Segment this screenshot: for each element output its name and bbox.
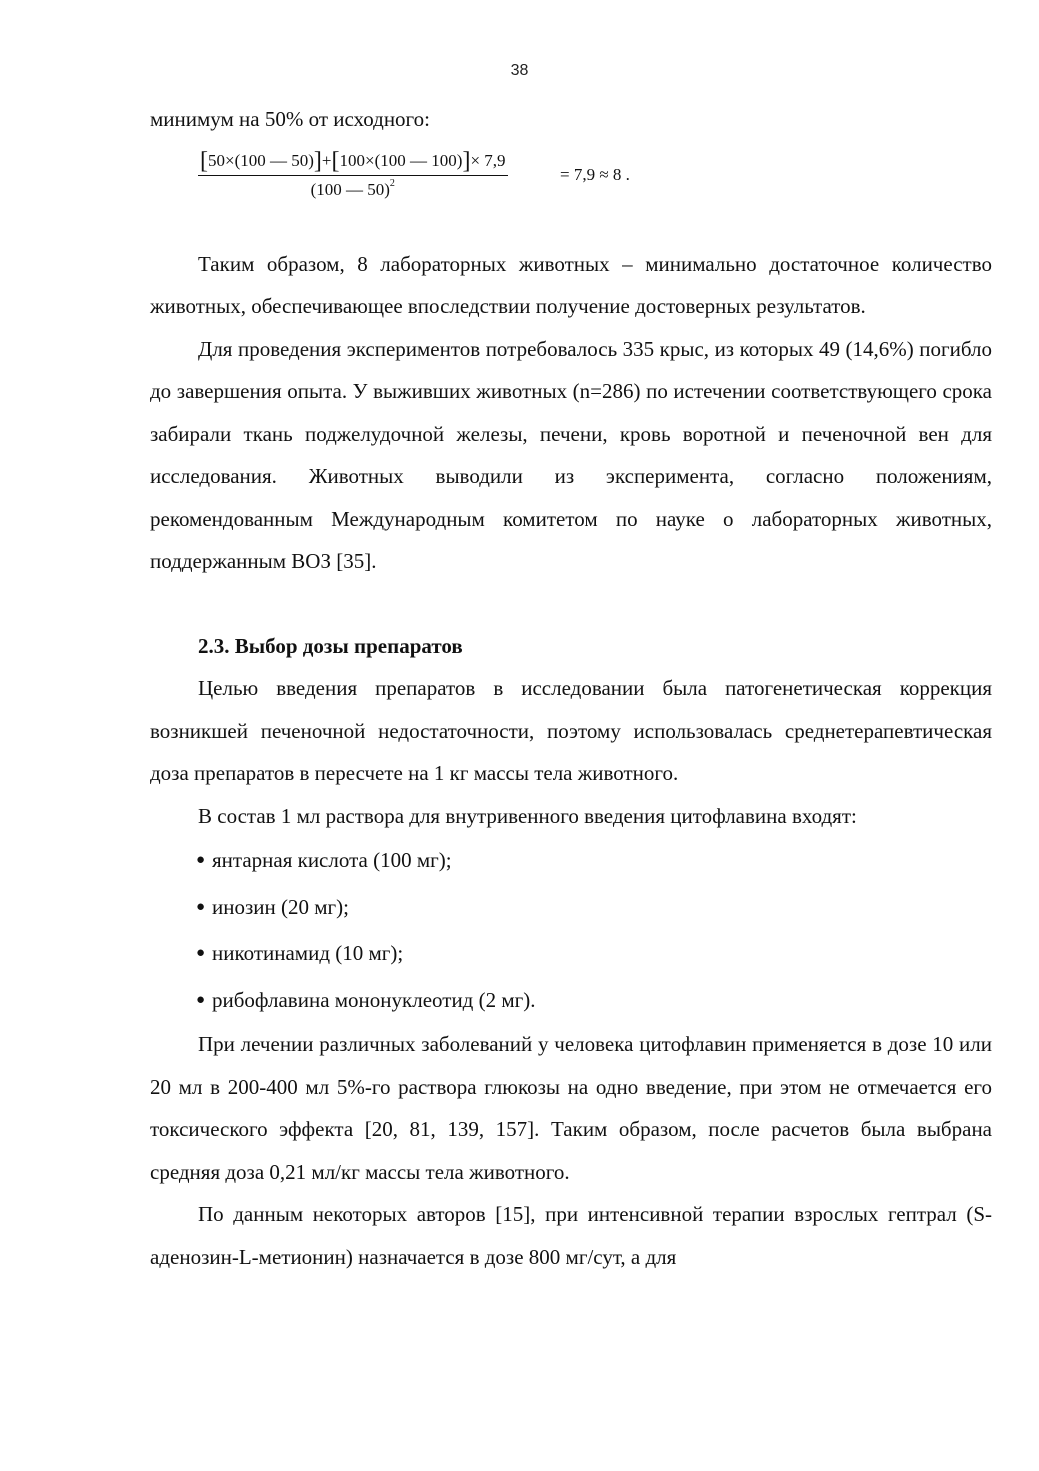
formula-result: = 7,9 ≈ 8 . (560, 164, 630, 184)
list-item (150, 837, 992, 884)
page-content (150, 98, 992, 1278)
formula-bracket: [ (200, 147, 208, 174)
formula-bracket: ] (313, 147, 322, 174)
intro-line: минимум на 50% от исходного: (150, 107, 430, 131)
formula-bracket: [ (331, 147, 340, 174)
list-item-text: янтарная кислота (100 мг); (212, 848, 452, 872)
section-heading: 2.3. Выбор дозы препаратов (198, 633, 463, 658)
formula-bracket: ] (462, 147, 471, 174)
paragraph-heptral: По данным некоторых авторов [15], при интенсивной терапии взрослых гептрал (S-аденозин-L-метионин) назначается в дозе 800 мг/сут, а для (150, 1202, 992, 1269)
formula-numerator (198, 149, 508, 176)
list-item (150, 884, 992, 931)
section-spacer (150, 583, 992, 625)
bullet-icon: ● (196, 898, 206, 915)
formula-fraction (198, 149, 508, 200)
page-number: 38 (510, 62, 529, 79)
formula-multiplier: × 7,9 (470, 150, 506, 170)
bullet-icon: ● (196, 991, 206, 1008)
paragraph-human-dose: При лечении различных заболеваний у человека цитофлавин применяется в дозе 10 или 20 мл в 200-400 мл 5%-го раствора глюкозы на одно введение, при этом не отмечается его токсического эффекта [20, 81, 139, 157]. Таким образом, после расчетов была выбрана средняя доза 0,21 мл/кг массы тела животного. (150, 1032, 992, 1184)
paragraph-experiments: Для проведения экспериментов потребовалось 335 крыс, из которых 49 (14,6%) погибло до завершения опыта. У выживших животных (n=286) по истечении соответствующего срока забирали ткань поджелудочной железы, печени, кровь воротной и печеночной вен для исследования. Животных выводили из эксперимента, согласно положениям, рекомендованным Международным комитетом по науке о лабораторных животных, поддержанным ВОЗ [35]. (150, 336, 992, 573)
list-item (150, 977, 992, 1024)
paragraph-dose-purpose: Целью введения препаратов в исследовании была патогенетическая коррекция возникшей печеночной недостаточности, поэтому использовалась среднетерапевтическая доза препаратов в пересчете на 1 кг массы тела животного. (150, 676, 992, 785)
composition-list (150, 837, 992, 1023)
formula-denominator-base: (100 — 50) (310, 179, 390, 199)
sample-size-formula (150, 141, 992, 243)
formula-term: 100×(100 — 100) (339, 150, 463, 170)
list-item (150, 930, 992, 977)
formula-denominator (198, 176, 508, 200)
list-item-text: никотинамид (10 мг); (212, 941, 404, 965)
formula-operator: + (321, 150, 332, 170)
paragraph-composition-intro: В состав 1 мл раствора для внутривенного введения цитофлавина входят: (198, 803, 857, 828)
paragraph-conclusion: Таким образом, 8 лабораторных животных – минимально достаточное количество животных, обеспечивающее впоследствии получение достоверных результатов. (150, 251, 992, 318)
bullet-icon: ● (196, 945, 206, 961)
formula-exponent: 2 (389, 177, 395, 189)
list-item-text: инозин (20 мг); (212, 894, 349, 919)
formula-term: 50×(100 — 50) (208, 150, 314, 170)
list-item-text: рибофлавина мононуклеотид (2 мг). (212, 987, 536, 1012)
bullet-icon: ● (196, 852, 206, 868)
